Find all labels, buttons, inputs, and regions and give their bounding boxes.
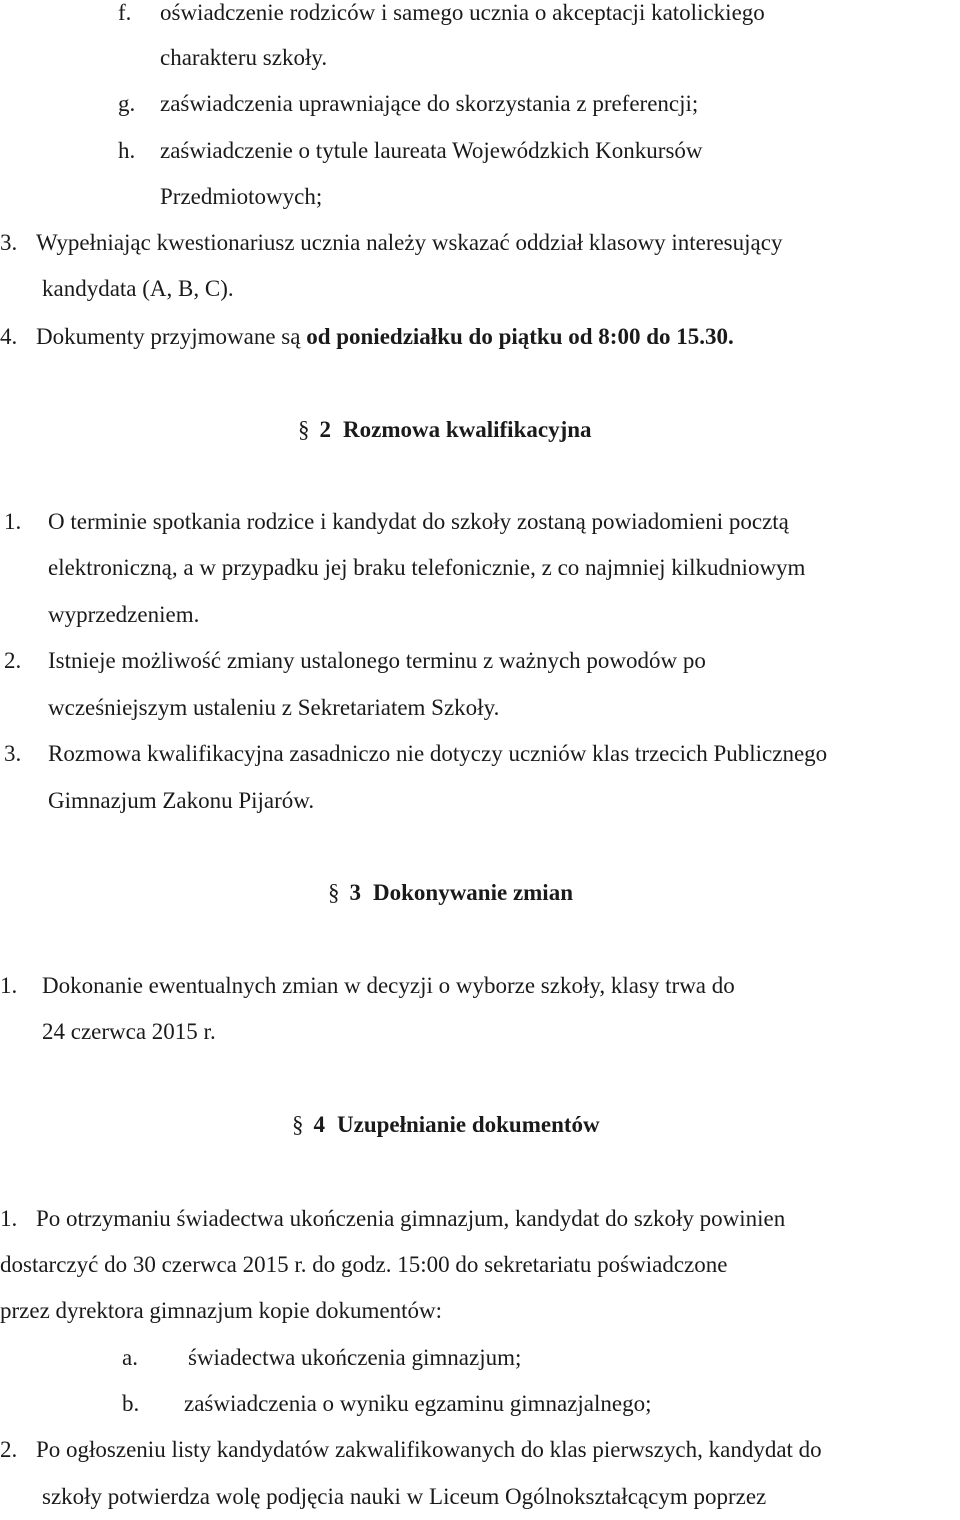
s4-item1-marker: 1. (0, 1206, 18, 1231)
s3-item1-line2: 24 czerwca 2015 r. (42, 1019, 216, 1044)
s2-item3-marker: 3. (4, 741, 22, 766)
list-item-g-line1: zaświadczenia uprawniające do skorzystania z preferencji; (160, 91, 699, 116)
s2-item2-line1: Istnieje możliwość zmiany ustalonego terminu z ważnych powodów po (48, 648, 706, 673)
section-3-heading (328, 870, 573, 916)
section-2-title: Rozmowa kwalifikacyjna (343, 417, 592, 442)
section-3-title: Dokonywanie zmian (373, 880, 573, 905)
s4-item2-line2: szkoły potwierdza wolę podjęcia nauki w Liceum Ogólnokształcącym poprzez (42, 1484, 767, 1509)
s3-item1-marker: 1. (0, 973, 18, 998)
s2-item3-line1: Rozmowa kwalifikacyjna zasadniczo nie dotyczy uczniów klas trzecich Publicznego (48, 741, 828, 766)
s4-item2-marker: 2. (0, 1437, 18, 1462)
s4-item1-line1: Po otrzymaniu świadectwa ukończenia gimnazjum, kandydat do szkoły powinien (36, 1206, 786, 1231)
s4-item1-line3: przez dyrektora gimnazjum kopie dokumentów: (0, 1298, 442, 1323)
list-item-h-line2: Przedmiotowych; (160, 184, 323, 209)
s4-subitem-b-marker: b. (122, 1391, 140, 1416)
s2-item1-line1: O terminie spotkania rodzice i kandydat do szkoły zostaną powiadomieni pocztą (48, 509, 789, 534)
s4-subitem-a-text: świadectwa ukończenia gimnazjum; (188, 1345, 522, 1370)
s2-item1-line2: elektroniczną, a w przypadku jej braku telefonicznie, z co najmniej kilkudniowym (48, 555, 806, 580)
section-sign: § (292, 1112, 304, 1137)
s3-item1-line1: Dokonanie ewentualnych zmian w decyzji o wyborze szkoły, klasy trwa do (42, 973, 735, 998)
list-marker-g: g. (118, 91, 136, 116)
section-2-heading (298, 407, 592, 453)
point-3-marker: 3. (0, 230, 18, 255)
list-item-h-line1: zaświadczenie o tytule laureata Wojewódzkich Konkursów (160, 138, 703, 163)
s2-item3-line2: Gimnazjum Zakonu Pijarów. (48, 788, 315, 813)
section-4-number: 4 (313, 1112, 325, 1137)
point-3-line2: kandydata (A, B, C). (42, 276, 234, 301)
list-item-f-line2: charakteru szkoły. (160, 45, 328, 70)
point-4-text-bold: od poniedziałku do piątku od 8:00 do 15.30. (306, 324, 734, 349)
s4-item1-line2: dostarczyć do 30 czerwca 2015 r. do godz. 15:00 do sekretariatu poświadczone (0, 1252, 728, 1277)
list-item-f-line1: oświadczenie rodziców i samego ucznia o akceptacji katolickiego (160, 0, 765, 25)
list-marker-f: f. (118, 0, 132, 25)
s2-item1-marker: 1. (4, 509, 22, 534)
point-4-text-plain: Dokumenty przyjmowane są (36, 324, 307, 349)
point-4-marker: 4. (0, 324, 18, 349)
section-sign: § (328, 880, 340, 905)
list-marker-h: h. (118, 138, 136, 163)
section-3-number: 3 (349, 880, 361, 905)
s4-item2-line1: Po ogłoszeniu listy kandydatów zakwalifikowanych do klas pierwszych, kandydat do (36, 1437, 822, 1462)
s4-subitem-b-text: zaświadczenia o wyniku egzaminu gimnazjalnego; (184, 1391, 652, 1416)
s2-item2-line2: wcześniejszym ustaleniu z Sekretariatem Szkoły. (48, 695, 500, 720)
s2-item2-marker: 2. (4, 648, 22, 673)
point-4-text (36, 314, 734, 360)
section-4-title: Uzupełnianie dokumentów (337, 1112, 600, 1137)
s2-item1-line3: wyprzedzeniem. (48, 602, 200, 627)
point-3-line1: Wypełniając kwestionariusz ucznia należy wskazać oddział klasowy interesujący (36, 230, 783, 255)
section-4-heading (292, 1102, 600, 1148)
section-2-number: 2 (319, 417, 331, 442)
s4-subitem-a-marker: a. (122, 1345, 138, 1370)
section-sign: § (298, 417, 310, 442)
